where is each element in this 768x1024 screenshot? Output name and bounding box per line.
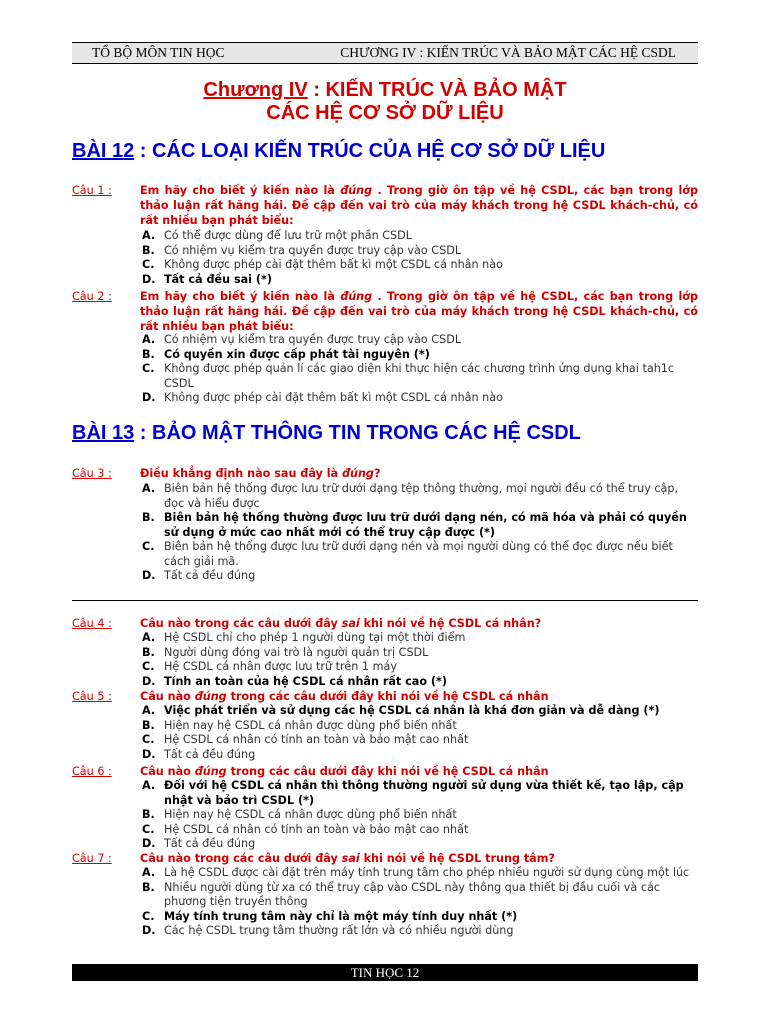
option-b — [72, 719, 698, 734]
option-letter: D. — [142, 674, 156, 688]
option-text: Đối với hệ CSDL cá nhân thì thông thường người sử dụng vừa thiết kế, tạo lập, cập nhật và bảo trì CSDL (*) — [164, 779, 684, 807]
option-letter: D. — [142, 391, 156, 404]
option-letter: A. — [142, 229, 156, 242]
question-3-options — [72, 482, 698, 584]
option-a — [72, 866, 698, 881]
question-text-pre: Câu nào trong các câu dưới đây — [140, 852, 342, 865]
option-letter: C. — [142, 540, 155, 553]
option-text: Biên bản hệ thống được lưu trữ dưới dạng tệp thông thường, mọi người đều có thể truy cập, đọc và hiểu được — [164, 482, 679, 510]
page-header — [72, 42, 698, 64]
lesson-label: BÀI 12 — [72, 140, 135, 162]
question-6-options — [72, 779, 698, 852]
option-text: Hiện nay hệ CSDL cá nhân được dùng phổ biến nhất — [164, 718, 457, 732]
question-label: Câu 4 : — [72, 617, 112, 630]
question-6 — [72, 764, 698, 779]
option-c — [72, 258, 698, 273]
question-text-pre: Câu nào trong các câu dưới đây — [140, 617, 342, 630]
option-a — [72, 229, 698, 244]
question-label: Câu 2 : — [72, 290, 112, 303]
option-a — [72, 631, 698, 646]
option-letter: D. — [142, 924, 156, 937]
question-text — [140, 851, 698, 866]
lesson-13-heading — [72, 421, 698, 445]
lesson-title: : CÁC LOẠI KIẾN TRÚC CỦA HỆ CƠ SỞ DỮ LIỆU — [134, 140, 606, 162]
question-text-emphasis: sai — [341, 852, 360, 865]
option-c — [72, 823, 698, 838]
option-d — [72, 924, 698, 939]
option-text: Việc phát triển và sử dụng các hệ CSDL cá nhân là khá đơn giản và dễ dàng (*) — [164, 704, 660, 717]
question-text-emphasis: đúng — [342, 467, 374, 480]
question-7-options — [72, 866, 698, 939]
question-label: Câu 1 : — [72, 184, 112, 197]
option-letter: B. — [142, 645, 155, 659]
option-letter: D. — [142, 837, 156, 850]
question-3 — [72, 466, 698, 481]
option-letter: A. — [142, 704, 156, 717]
question-text-post: khi nói về hệ CSDL trung tâm? — [359, 852, 555, 865]
chapter-label: Chương IV — [203, 79, 308, 101]
option-a — [72, 333, 698, 348]
section-divider — [72, 600, 698, 601]
option-text: Người dùng đóng vai trò là người quản trị CSDL — [164, 645, 429, 659]
option-text: Hệ CSDL chỉ cho phép 1 người dùng tại một thời điểm — [164, 631, 466, 644]
option-letter: A. — [142, 482, 156, 495]
question-text-post: trong các câu dưới đây khi nói về hệ CSDL cá nhân — [226, 765, 549, 778]
option-letter: D. — [142, 569, 156, 582]
question-label: Câu 3 : — [72, 467, 112, 480]
option-b — [72, 881, 698, 910]
option-c — [72, 733, 698, 748]
option-text: Hệ CSDL cá nhân được lưu trữ trên 1 máy — [164, 660, 397, 673]
option-text: Có nhiệm vụ kiểm tra quyền được truy cập vào CSDL — [164, 243, 462, 257]
question-4-options — [72, 631, 698, 689]
option-letter: B. — [142, 511, 155, 524]
option-letter: A. — [142, 779, 156, 792]
option-c-correct — [72, 910, 698, 925]
option-letter: C. — [142, 733, 155, 746]
option-letter: B. — [142, 808, 155, 821]
option-text: Các hệ CSDL trung tâm thường rất lớn và có nhiều người dùng — [164, 924, 514, 937]
question-label: Câu 6 : — [72, 765, 112, 778]
option-letter: B. — [142, 347, 155, 361]
option-text: Không được phép cài đặt thêm bất kì một CSDL cá nhân nào — [164, 258, 503, 271]
chapter-title-line2: CÁC HỆ CƠ SỞ DỮ LIỆU — [266, 102, 504, 124]
option-c — [72, 660, 698, 675]
option-text: Nhiều người dùng từ xa có thể truy cập vào CSDL này thông qua thiết bị đầu cuối và các phương tiện truyền thông — [164, 880, 660, 908]
question-text-emphasis: đúng — [194, 690, 227, 703]
option-d — [72, 391, 698, 406]
chapter-title-rest: : KIẾN TRÚC VÀ BẢO MẬT — [307, 79, 567, 101]
option-letter: A. — [142, 631, 156, 644]
option-letter: A. — [142, 333, 156, 346]
option-text: Tất cả đều đúng — [164, 837, 256, 850]
option-letter: C. — [142, 822, 155, 836]
option-b — [72, 808, 698, 823]
question-text-pre: Câu nào — [140, 765, 195, 778]
option-text: Tất cả đều đúng — [164, 747, 256, 761]
question-text — [140, 183, 698, 228]
question-text-post: khi nói về hệ CSDL cá nhân? — [359, 617, 542, 630]
option-letter: C. — [142, 362, 155, 375]
option-letter: B. — [142, 718, 155, 732]
question-text-post: trong các câu dưới đây khi nói về hệ CSDL cá nhân — [226, 690, 549, 703]
question-text-emphasis: đúng — [194, 765, 227, 778]
question-label: Câu 5 : — [72, 690, 112, 703]
option-letter: C. — [142, 660, 155, 673]
question-label: Câu 7 : — [72, 852, 112, 865]
option-text: Hệ CSDL cá nhân có tính an toàn và bảo mật cao nhất — [164, 733, 469, 746]
question-5-options — [72, 704, 698, 762]
option-a-correct — [72, 779, 698, 808]
question-text — [140, 289, 698, 334]
question-text-post: . Trong giờ ôn tập về hệ CSDL, các bạn trong lớp thảo luận rất hăng hái. Đề cập đến vai trò của máy khách trong hệ CSDL khách-chủ, có rất nhiều bạn phát biểu: — [140, 290, 698, 333]
question-1-options — [72, 229, 698, 287]
option-text: Có nhiệm vụ kiểm tra quyền được truy cập vào CSDL — [164, 333, 462, 346]
question-text-pre: Em hãy cho biết ý kiến nào là — [140, 184, 341, 197]
page-footer: TIN HỌC 12 — [72, 964, 698, 981]
option-c — [72, 362, 698, 391]
question-text-pre: Điều khẳng định nào sau đây là — [140, 467, 342, 480]
header-left: TỔ BỘ MÔN TIN HỌC — [92, 45, 225, 60]
option-letter: C. — [142, 258, 155, 271]
option-text: Hiện nay hệ CSDL cá nhân được dùng phổ biến nhất — [164, 808, 457, 821]
option-d — [72, 569, 698, 584]
question-text — [140, 466, 698, 481]
option-text: Tất cả đều sai (*) — [164, 272, 272, 286]
option-b — [72, 244, 698, 259]
question-7 — [72, 851, 698, 866]
option-text: Hệ CSDL cá nhân có tính an toàn và bảo mật cao nhất — [164, 822, 469, 836]
option-text: Máy tính trung tâm này chỉ là một máy tính duy nhất (*) — [164, 909, 518, 923]
question-5 — [72, 689, 698, 704]
option-d-correct — [72, 273, 698, 288]
option-text: Biên bản hệ thống thường được lưu trữ dưới dạng nén, có mã hóa và phải có quyền sử dụng ở mức cao nhất mới có thể truy cập được (*) — [164, 511, 687, 539]
question-text-emphasis: đúng — [340, 184, 373, 197]
option-c — [72, 540, 698, 569]
option-letter: D. — [142, 747, 156, 761]
option-d — [72, 837, 698, 852]
option-a-correct — [72, 704, 698, 719]
question-text-post: . Trong giờ ôn tập về hệ CSDL, các bạn trong lớp thảo luận rất hăng hái. Đề cập đến vai trò của máy khách trong hệ CSDL khách-chủ, có rất nhiều bạn phát biểu: — [140, 184, 698, 227]
option-text: Có quyền xin được cấp phát tài nguyên (*) — [164, 347, 430, 361]
lesson-title: : BẢO MẬT THÔNG TIN TRONG CÁC HỆ CSDL — [134, 422, 581, 444]
option-b-correct — [72, 511, 698, 540]
option-text: Không được phép cài đặt thêm bất kì một CSDL cá nhân nào — [164, 391, 503, 404]
question-text — [140, 616, 698, 631]
option-letter: B. — [142, 880, 155, 894]
question-4 — [72, 616, 698, 631]
question-2-options — [72, 333, 698, 406]
option-letter: B. — [142, 243, 155, 257]
question-2 — [72, 289, 698, 334]
option-letter: A. — [142, 866, 156, 879]
question-text — [140, 764, 698, 779]
option-letter: D. — [142, 272, 156, 286]
question-text-pre: Em hãy cho biết ý kiến nào là — [140, 290, 341, 303]
option-text: Không được phép quản lí các giao diện khi thực hiện các chương trình ứng dụng khai tah1c CSDL — [164, 362, 675, 390]
lesson-12-heading — [72, 139, 698, 163]
question-text-emphasis: sai — [341, 617, 360, 630]
option-d — [72, 748, 698, 763]
question-text-pre: Câu nào — [140, 690, 195, 703]
option-b-correct — [72, 348, 698, 363]
option-text: Biên bản hệ thống được lưu trữ dưới dạng nén và mọi người dùng có thể đọc được nếu biết cách giải mã. — [164, 540, 673, 568]
question-1 — [72, 183, 698, 228]
question-text-emphasis: đúng — [340, 290, 373, 303]
question-text — [140, 689, 698, 704]
option-text: Tất cả đều đúng — [164, 569, 256, 582]
chapter-title-line1 — [72, 78, 698, 102]
option-letter: C. — [142, 909, 155, 923]
option-d-correct — [72, 675, 698, 690]
lesson-label: BÀI 13 — [72, 422, 135, 444]
header-right: CHƯƠNG IV : KIẾN TRÚC VÀ BẢO MẬT CÁC HỆ CSDL — [340, 45, 676, 60]
option-text: Có thể được dùng để lưu trữ một phần CSDL — [164, 229, 412, 242]
question-text-post: ? — [373, 467, 381, 480]
option-a — [72, 482, 698, 511]
option-text: Là hệ CSDL được cài đặt trên máy tính trung tâm cho phép nhiều người sử dụng cùng một lúc — [164, 866, 690, 879]
option-b — [72, 646, 698, 661]
option-text: Tính an toàn của hệ CSDL cá nhân rất cao (*) — [164, 674, 447, 688]
